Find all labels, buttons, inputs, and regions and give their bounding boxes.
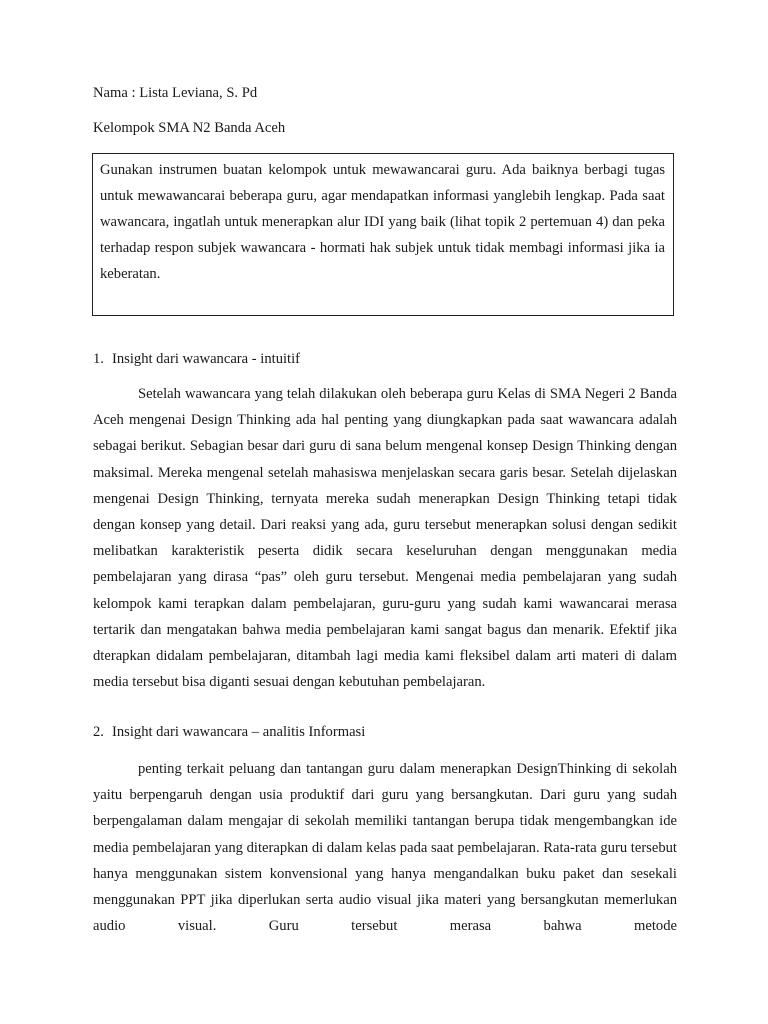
section-body-1: Setelah wawancara yang telah dilakukan oleh beberapa guru Kelas di SMA Negeri 2 Banda Aceh mengenai Design Thinking ada hal penting yang diungkapkan pada saat wawancara adalah sebagai berikut. Sebagian besar dari guru di sana belum mengenal konsep Design Thinking dengan maksimal. Mereka mengenal setelah mahasiswa menjelaskan secara garis besar. Setelah dijelaskan mengenai Design Thinking, ternyata mereka sudah menerapkan Design Thinking tetapi tidak dengan konsep yang detail. Dari reaksi yang ada, guru tersebut menerapkan solusi dengan sedikit melibatkan karakteristik peserta didik secara keseluruhan dengan menggunakan media pembelajaran yang dirasa “pas” oleh guru tersebut. Mengenai media pembelajaran yang sudah kelompok kami terapkan dalam pembelajaran, guru-guru yang sudah kami wawancarai merasa tertarik dan mengatakan bahwa media pembelajaran kami sangat bagus dan menarik. Efektif jika dterapkan didalam pembelajaran, ditambah lagi media kami fleksibel dalam arti materi di dalam media tersebut bisa diganti sesuai dengan kebutuhan pembelajaran.	[93, 386, 677, 691]
section-number: 1.	[93, 351, 104, 367]
author-name: Nama : Lista Leviana, S. Pd	[93, 85, 258, 101]
section-body-2: penting terkait peluang dan tantangan guru dalam menerapkan DesignThinking di sekolah yaitu berpengaruh dengan usia produktif dari guru yang bersangkutan. Dari guru yang sudah berpengalaman dalam mengajar di sekolah memiliki tantangan berupa tidak mengembangkan ide media pembelajaran yang diterapkan di dalam kelas pada saat pembelajaran. Rata-rata guru tersebut hanya menggunakan sistem konvensional yang hanya mengandalkan buku paket dan sesekali menggunakan PPT jika diperlukan serta audio visual jika materi yang bersangkutan memerlukan audio visual. Guru tersebut merasa bahwa metode	[93, 761, 677, 935]
group-name: Kelompok SMA N2 Banda Aceh	[93, 120, 286, 136]
instruction-text: Gunakan instrumen buatan kelompok untuk mewawancarai guru. Ada baiknya berbagi tugas untuk mewawancarai beberapa guru, agar mendapatkan informasi yanglebih lengkap. Pada saat wawancara, ingatlah untuk menerapkan alur IDI yang baik (lihat topik 2 pertemuan 4) dan peka terhadap respon subjek wawancara - hormati hak subjek untuk tidak membagi informasi jika ia keberatan.	[100, 162, 665, 282]
instruction-box	[92, 153, 674, 316]
section-number: 2.	[93, 724, 104, 740]
section-heading-2	[93, 724, 365, 741]
section-title: Insight dari wawancara – analitis Informasi	[112, 724, 366, 740]
section-title: Insight dari wawancara - intuitif	[112, 351, 301, 367]
section-heading-1	[93, 351, 300, 368]
